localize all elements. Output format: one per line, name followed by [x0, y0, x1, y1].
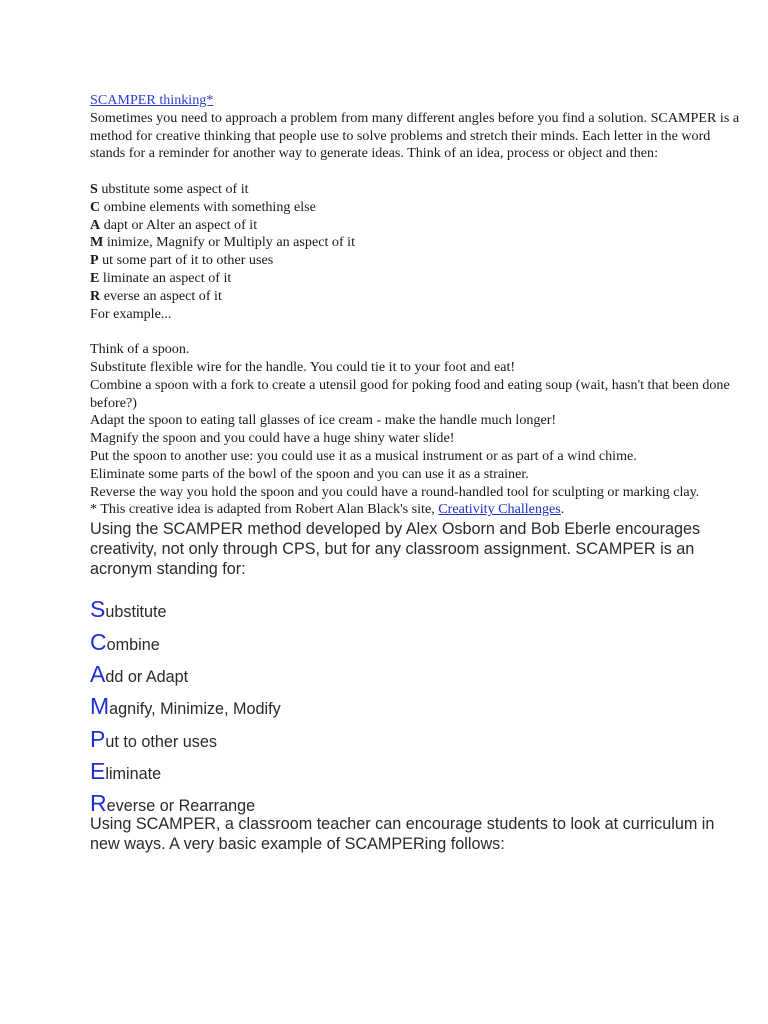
document-body	[90, 92, 740, 854]
list-item-c	[90, 199, 740, 217]
item-letter: R	[90, 287, 101, 304]
acronym-text: everse or Rearrange	[106, 797, 256, 816]
spoon-examples	[90, 341, 740, 501]
acronym-letter: A	[90, 660, 106, 687]
list-item-a	[90, 217, 740, 235]
section-scamper-thinking	[90, 92, 740, 519]
spoon-line: Adapt the spoon to eating tall glasses of ice cream - make the handle much longer!	[90, 412, 557, 429]
intro-paragraph: Sometimes you need to approach a problem from many different angles before you find a solution. SCAMPER is a method for creative thinking that people use to solve problems and stretch their minds. Each letter in the word stands for a reminder for another way to generate ideas. Think of an idea, process or object and then:	[90, 109, 740, 162]
scamper-thinking-title-link[interactable]: SCAMPER thinking*	[90, 92, 214, 108]
item-text: dapt or Alter an aspect of it	[100, 216, 258, 233]
item-text: ut some part of it to other uses	[98, 252, 274, 269]
acronym-intro-paragraph: Using the SCAMPER method developed by Alex Osborn and Bob Eberle encourages creativity, not only through CPS, but for any classroom assignment. SCAMPER is an acronym standing for:	[90, 520, 701, 579]
acronym-letter: P	[90, 725, 106, 752]
acronym-list	[90, 593, 740, 820]
acronym-item-a	[90, 658, 740, 690]
section-scamper-acronym	[90, 519, 740, 854]
acronym-letter: S	[90, 596, 106, 623]
item-letter: E	[90, 269, 100, 286]
item-text: liminate an aspect of it	[99, 269, 232, 286]
acronym-item-c	[90, 626, 740, 658]
for-example-text: For example...	[90, 305, 172, 322]
acronym-letter: C	[90, 628, 107, 655]
spoon-line: Substitute flexible wire for the handle. You could tie it to your foot and eat!	[90, 358, 516, 375]
spoon-line: Magnify the spoon and you could have a huge shiny water slide!	[90, 430, 455, 447]
acronym-text: ombine	[106, 635, 160, 654]
item-letter: A	[90, 216, 101, 233]
spacer	[90, 323, 740, 341]
acronym-letter: E	[90, 758, 106, 785]
acronym-letter: M	[90, 693, 110, 720]
item-text: ubstitute some aspect of it	[97, 180, 249, 197]
item-letter: M	[90, 234, 104, 251]
credit-prefix: * This creative idea is adapted from Robert Alan Black's site,	[90, 501, 439, 518]
spacer	[90, 163, 740, 181]
acronym-text: agnify, Minimize, Modify	[109, 700, 281, 719]
spoon-line: Put the spoon to another use: you could use it as a musical instrument or as part of a wind chime.	[90, 447, 637, 464]
closing-paragraph: Using SCAMPER, a classroom teacher can encourage students to look at curriculum in new ways. A very basic example of SCAMPERing follows:	[90, 814, 715, 853]
spoon-line: Eliminate some parts of the bowl of the spoon and you can use it as a strainer.	[90, 465, 529, 482]
acronym-item-s	[90, 593, 740, 625]
item-text: inimize, Magnify or Multiply an aspect of it	[103, 234, 355, 251]
credit-suffix: .	[560, 501, 565, 518]
acronym-item-e	[90, 755, 740, 787]
acronym-letter: R	[90, 790, 107, 817]
credit-line	[90, 501, 740, 519]
list-item-m	[90, 234, 740, 252]
acronym-text: dd or Adapt	[105, 667, 189, 686]
acronym-item-m	[90, 690, 740, 722]
acronym-text: liminate	[105, 765, 162, 784]
acronym-text: ut to other uses	[105, 732, 217, 751]
list-item-e	[90, 270, 740, 288]
item-letter: C	[90, 198, 101, 215]
acronym-text: ubstitute	[105, 603, 167, 622]
list-item-s	[90, 181, 740, 199]
item-text: ombine elements with something else	[100, 198, 316, 215]
scamper-list	[90, 181, 740, 306]
item-letter: P	[90, 252, 99, 269]
creativity-challenges-link[interactable]: Creativity Challenges	[438, 501, 561, 518]
item-text: everse an aspect of it	[100, 287, 222, 304]
spoon-line: Think of a spoon.	[90, 341, 190, 358]
list-item-r	[90, 288, 740, 306]
acronym-item-p	[90, 723, 740, 755]
spoon-line: Reverse the way you hold the spoon and you could have a round-handled tool for sculpting or marking clay.	[90, 483, 700, 500]
item-letter: S	[90, 180, 98, 197]
spoon-line: Combine a spoon with a fork to create a utensil good for poking food and eating soup (wait, hasn't that been done before?)	[90, 376, 730, 411]
list-item-p	[90, 252, 740, 270]
